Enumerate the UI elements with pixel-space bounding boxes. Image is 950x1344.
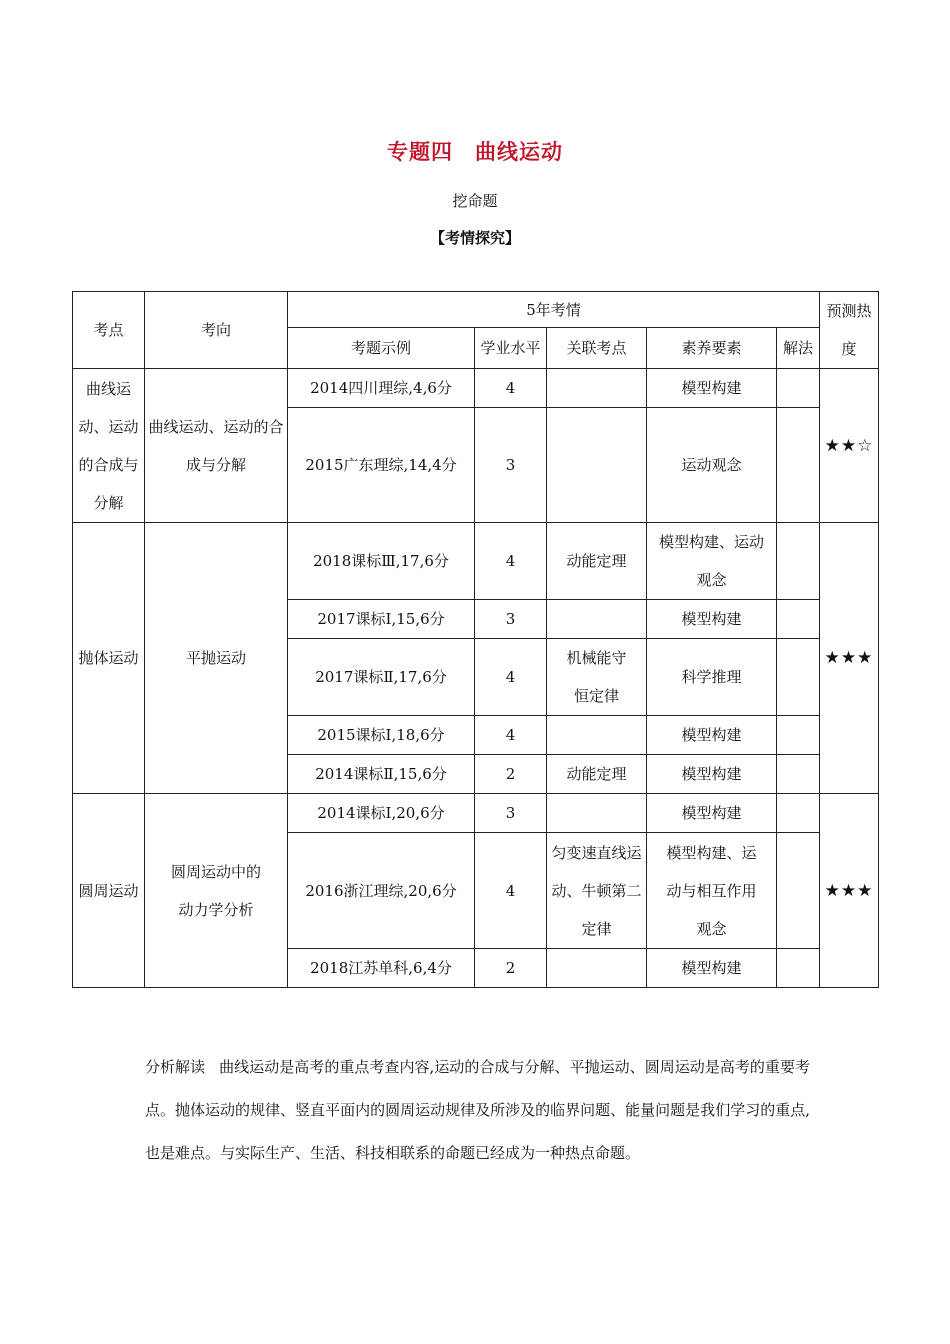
jiefa-cell <box>777 408 820 523</box>
heat-rating: ★★★ <box>820 794 879 988</box>
jiefa-cell <box>777 833 820 949</box>
subtitle: 挖命题 <box>452 192 498 210</box>
jiefa-cell <box>777 716 820 755</box>
shili-cell: 2016浙江理综,20,6分 <box>288 833 475 949</box>
xueye-cell: 3 <box>475 408 547 523</box>
guanlian-cell <box>547 794 647 833</box>
jiefa-cell <box>777 369 820 408</box>
shili-cell: 2017课标Ⅱ,17,6分 <box>288 639 475 716</box>
table-row <box>73 369 879 408</box>
header-suyang: 素养要素 <box>647 328 777 369</box>
guanlian-cell <box>547 949 647 988</box>
heat-rating: ★★★ <box>820 523 879 794</box>
header-yuce: 预测热度 <box>820 292 879 369</box>
table-row <box>73 794 879 833</box>
guanlian-cell <box>547 716 647 755</box>
header-5year: 5年考情 <box>288 292 820 328</box>
heat-rating: ★★☆ <box>820 369 879 523</box>
jiefa-cell <box>777 600 820 639</box>
guanlian-cell: 动能定理 <box>547 755 647 794</box>
suyang-cell: 模型构建 <box>647 949 777 988</box>
exam-analysis-table <box>72 291 879 988</box>
xueye-cell: 3 <box>475 600 547 639</box>
suyang-cell: 模型构建、运动与相互作用观念 <box>647 833 777 949</box>
header-kaodian: 考点 <box>73 292 145 369</box>
header-guanlian: 关联考点 <box>547 328 647 369</box>
kaoxiang-cell: 平抛运动 <box>145 523 288 794</box>
jiefa-cell <box>777 523 820 600</box>
suyang-cell: 模型构建 <box>647 600 777 639</box>
header-kaoxiang: 考向 <box>145 292 288 369</box>
shili-cell: 2017课标Ⅰ,15,6分 <box>288 600 475 639</box>
suyang-cell: 模型构建 <box>647 794 777 833</box>
shili-cell: 2015课标Ⅰ,18,6分 <box>288 716 475 755</box>
suyang-cell: 模型构建 <box>647 716 777 755</box>
xueye-cell: 4 <box>475 833 547 949</box>
guanlian-cell: 动能定理 <box>547 523 647 600</box>
kaodian-cell: 曲线运动、运动的合成与分解 <box>73 369 145 523</box>
title-subject: 曲线运动 <box>475 140 563 164</box>
kaodian-cell: 抛体运动 <box>73 523 145 794</box>
jiefa-cell <box>777 639 820 716</box>
xueye-cell: 4 <box>475 369 547 408</box>
header-xueye: 学业水平 <box>475 328 547 369</box>
guanlian-cell: 匀变速直线运动、牛顿第二定律 <box>547 833 647 949</box>
xueye-cell: 3 <box>475 794 547 833</box>
suyang-cell: 模型构建 <box>647 369 777 408</box>
guanlian-cell <box>547 369 647 408</box>
guanlian-cell <box>547 600 647 639</box>
section-heading: 【考情探究】 <box>429 229 520 247</box>
suyang-cell: 模型构建 <box>647 755 777 794</box>
xueye-cell: 4 <box>475 523 547 600</box>
suyang-cell: 运动观念 <box>647 408 777 523</box>
page-title <box>0 136 950 166</box>
shili-cell: 2014四川理综,4,6分 <box>288 369 475 408</box>
jiefa-cell <box>777 949 820 988</box>
title-topic: 专题四 <box>387 140 453 164</box>
jiefa-cell <box>777 755 820 794</box>
suyang-cell: 科学推理 <box>647 639 777 716</box>
guanlian-cell <box>547 408 647 523</box>
kaoxiang-cell: 圆周运动中的动力学分析 <box>145 794 288 988</box>
table-row <box>73 523 879 600</box>
analysis-text: 曲线运动是高考的重点考查内容,运动的合成与分解、平抛运动、圆周运动是高考的重要考点。抛体运动的规律、竖直平面内的圆周运动规律及所涉及的临界问题、能量问题是我们学习的重点,也是难点。与实际生产、生活、科技相联系的命题已经成为一种热点命题。 <box>145 1058 810 1162</box>
shili-cell: 2015广东理综,14,4分 <box>288 408 475 523</box>
guanlian-cell: 机械能守恒定律 <box>547 639 647 716</box>
xueye-cell: 2 <box>475 755 547 794</box>
shili-cell: 2014课标Ⅱ,15,6分 <box>288 755 475 794</box>
analysis-paragraph <box>145 1046 810 1175</box>
jiefa-cell <box>777 794 820 833</box>
xueye-cell: 4 <box>475 639 547 716</box>
shili-cell: 2018江苏单科,6,4分 <box>288 949 475 988</box>
kaoxiang-cell: 曲线运动、运动的合成与分解 <box>145 369 288 523</box>
xueye-cell: 4 <box>475 716 547 755</box>
shili-cell: 2014课标Ⅰ,20,6分 <box>288 794 475 833</box>
suyang-cell: 模型构建、运动观念 <box>647 523 777 600</box>
header-jiefa: 解法 <box>777 328 820 369</box>
analysis-label: 分析解读 <box>145 1058 206 1076</box>
header-shili: 考题示例 <box>288 328 475 369</box>
shili-cell: 2018课标Ⅲ,17,6分 <box>288 523 475 600</box>
kaodian-cell: 圆周运动 <box>73 794 145 988</box>
xueye-cell: 2 <box>475 949 547 988</box>
